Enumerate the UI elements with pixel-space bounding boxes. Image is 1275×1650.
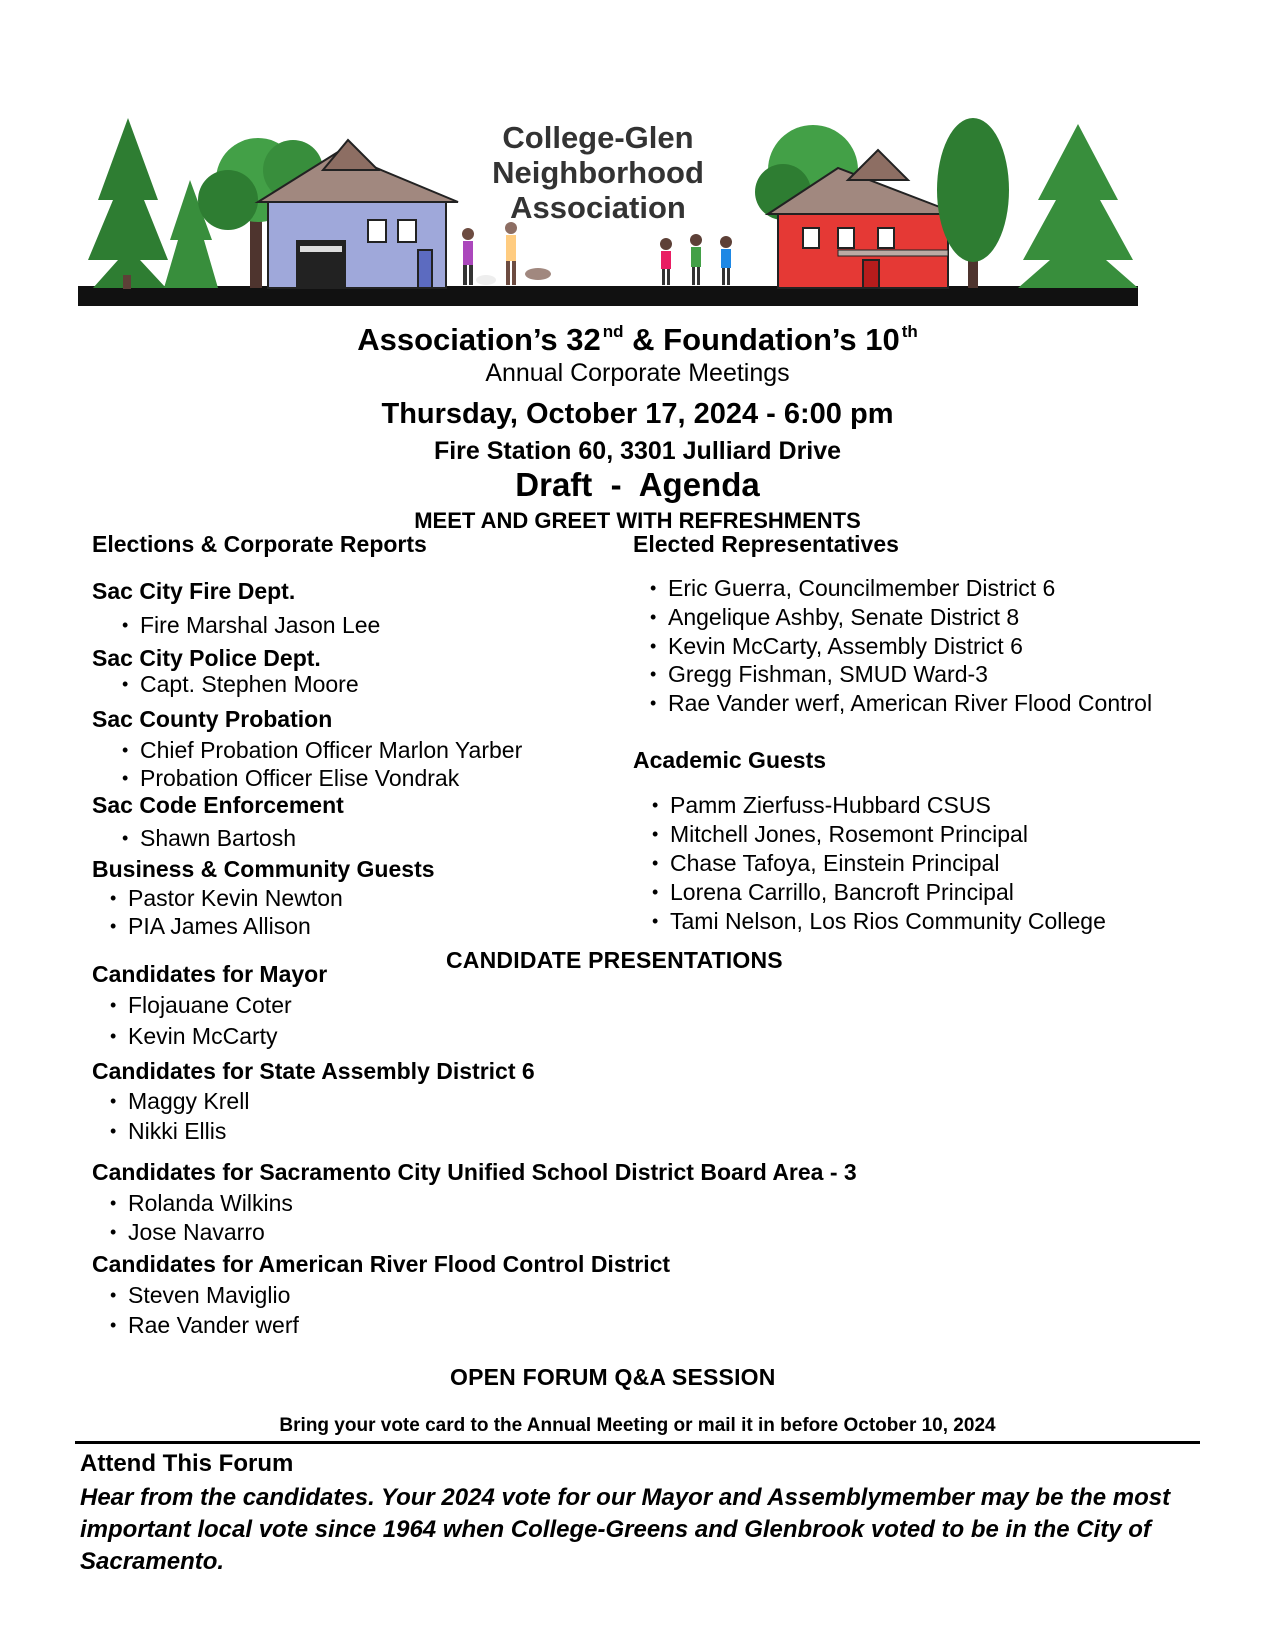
list-item: • Fire Marshal Jason Lee [122,612,381,638]
flood-control-candidates-heading: Candidates for American River Flood Control District [92,1251,671,1277]
pine-tree-icon [1018,124,1138,288]
list-item: • Maggy Krell [110,1088,250,1114]
elections-heading: Elections & Corporate Reports [92,531,427,557]
divider [75,1441,1200,1444]
attend-heading: Attend This Forum [80,1450,294,1477]
list-item: • Pastor Kevin Newton [110,885,343,911]
walker-icon [462,228,496,285]
ground-strip [78,286,1138,306]
logo-line-2: Neighborhood [492,155,704,190]
list-item: • Jose Navarro [110,1219,265,1245]
meeting-subtitle: Annual Corporate Meetings [485,359,790,387]
list-item: • Chief Probation Officer Marlon Yarber [122,737,523,763]
list-item: • Flojauane Coter [110,992,292,1018]
list-item: • Tami Nelson, Los Rios Community College [652,908,1106,934]
list-item: • Capt. Stephen Moore [122,671,359,697]
probation-heading: Sac County Probation [92,706,333,732]
list-item: • Gregg Fishman, SMUD Ward-3 [650,661,988,687]
assembly-candidates-heading: Candidates for State Assembly District 6 [92,1058,535,1084]
list-item: • PIA James Allison [110,913,311,939]
business-guests-heading: Business & Community Guests [92,856,435,882]
meeting-title: Association’s 32 $^{nd}$ & Foundation’s 10 $^{th}$ [357,322,918,357]
meeting-location: Fire Station 60, 3301 Julliard Drive [433,437,842,465]
pine-tree-icon [88,118,168,289]
school-board-candidates-heading: Candidates for Sacramento City Unified School District Board Area - 3 [92,1159,857,1185]
academic-guests-heading: Academic Guests [633,747,827,773]
logo-line-1: College-Glen [502,120,694,155]
list-item: • Eric Guerra, Councilmember District 6 [650,575,1056,601]
list-item: • Probation Officer Elise Vondrak [122,765,460,791]
list-item: • Rae Vander werf [110,1312,299,1338]
meeting-date: Thursday, October 17, 2024 - 6:00 pm [381,398,894,430]
list-item: • Mitchell Jones, Rosemont Principal [652,821,1028,847]
list-item: • Rolanda Wilkins [110,1190,293,1216]
logo-line-3: Association [510,190,686,225]
open-forum-heading: OPEN FORUM Q&A SESSION [450,1364,776,1390]
list-item: • Pamm Zierfuss-Hubbard CSUS [652,792,991,818]
list-item: • Rae Vander werf, American River Flood Control [650,690,1153,716]
fire-dept-heading: Sac City Fire Dept. [92,578,296,604]
list-item: • Nikki Ellis [110,1118,227,1144]
list-item: • Kevin McCarty, Assembly District 6 [650,633,1023,659]
code-enforcement-heading: Sac Code Enforcement [92,792,344,818]
children-icon [660,234,732,285]
list-item: • Steven Maviglio [110,1282,291,1308]
association-banner [78,110,1198,320]
candidate-presentations-heading: CANDIDATE PRESENTATIONS [446,947,783,973]
elected-reps-heading: Elected Representatives [633,531,899,557]
meet-and-greet: MEET AND GREET WITH REFRESHMENTS [414,508,861,533]
agenda-title: Draft - Agenda [515,466,760,503]
police-dept-heading: Sac City Police Dept. [92,645,321,671]
list-item: • Shawn Bartosh [122,825,296,851]
walker-icon [505,222,551,285]
mayor-candidates-heading: Candidates for Mayor [92,961,328,987]
attend-paragraph: Hear from the candidates. Your 2024 vote for our Mayor and Assemblymember may be the most important local vote since 1964 when College-Greens and Glenbrook voted to be in the City of Sacramento. [80,1484,1171,1575]
list-item: • Kevin McCarty [110,1023,278,1049]
list-item: • Lorena Carrillo, Bancroft Principal [652,879,1014,905]
list-item: • Chase Tafoya, Einstein Principal [652,850,1000,876]
list-item: • Angelique Ashby, Senate District 8 [650,604,1020,630]
vote-card-note: Bring your vote card to the Annual Meeting or mail it in before October 10, 2024 [279,1415,996,1436]
